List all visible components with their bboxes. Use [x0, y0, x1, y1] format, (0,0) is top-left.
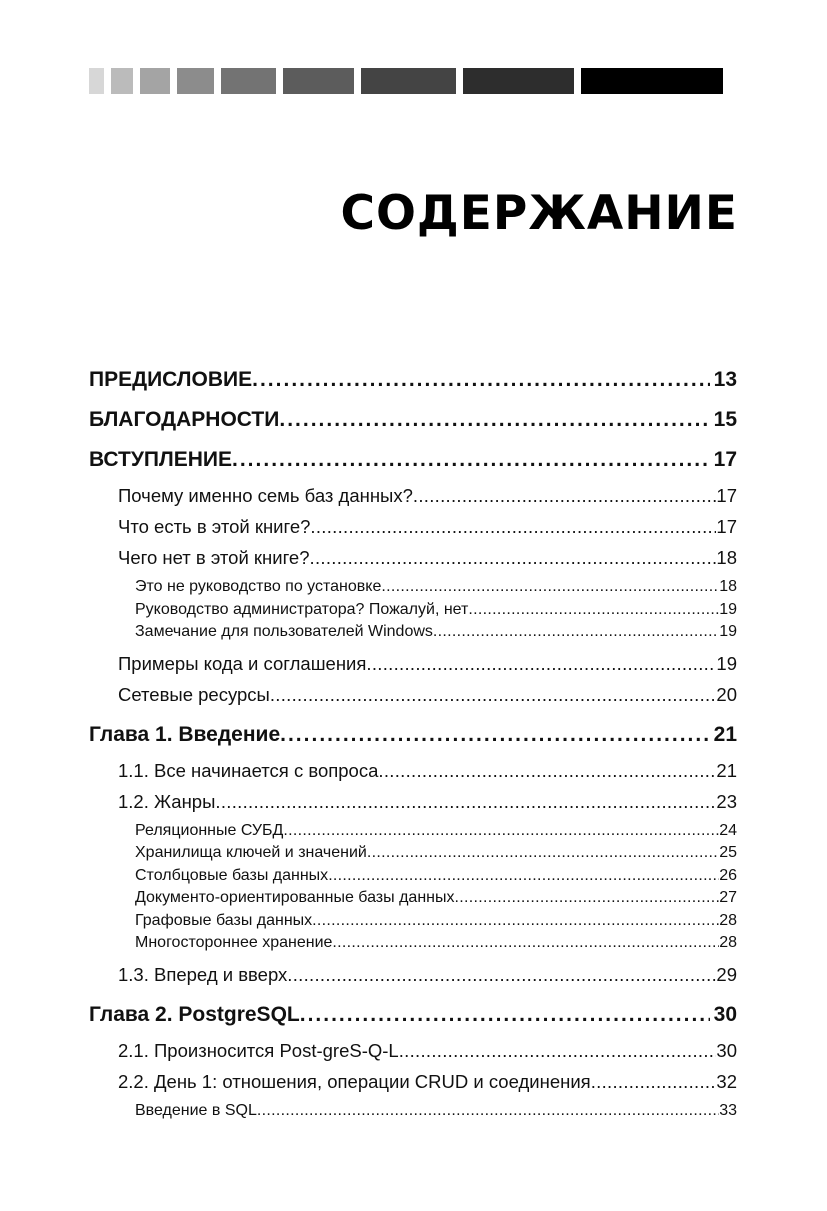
toc-entry-page: 17	[713, 448, 737, 471]
decor-block	[361, 68, 456, 94]
toc-entry[interactable]	[89, 1100, 737, 1123]
toc-entry[interactable]	[89, 599, 737, 622]
toc-entry-title: Столбцовые базы данных	[135, 866, 329, 884]
toc-entry-page: 18	[716, 547, 737, 568]
leader-dots	[283, 820, 719, 843]
toc-entry-page: 20	[716, 683, 737, 705]
toc-entry-page: 28	[719, 934, 737, 951]
leader-dots	[300, 995, 710, 1035]
toc-entry-page: 18	[719, 578, 737, 595]
toc-entry-title: Введение в SQL	[135, 1101, 257, 1119]
leader-dots	[310, 542, 717, 573]
toc-entry[interactable]	[89, 959, 737, 990]
toc-entry[interactable]	[89, 621, 737, 644]
decor-block	[140, 68, 170, 94]
toc-entry[interactable]	[89, 820, 737, 843]
toc-entry-page: 25	[719, 844, 737, 861]
toc-entry-page: 23	[716, 790, 737, 812]
toc-entry[interactable]	[89, 755, 737, 786]
leader-dots	[232, 440, 710, 480]
page-title: СОДЕРЖАНИЕ	[340, 186, 738, 241]
toc-entry-title: Почему именно семь баз данных?	[118, 485, 413, 506]
leader-dots	[367, 842, 719, 865]
toc-entry-title: ВСТУПЛЕНИЕ	[89, 448, 233, 471]
toc-entry[interactable]	[89, 865, 737, 888]
leader-dots	[287, 959, 716, 990]
toc-entry-page: 26	[719, 866, 737, 884]
toc-entry-page: 13	[713, 368, 737, 391]
toc-entry-title: Чего нет в этой книге?	[118, 547, 310, 568]
toc-entry-page: 28	[719, 911, 737, 929]
toc-entry[interactable]	[89, 1035, 737, 1066]
toc-entry[interactable]	[89, 1066, 737, 1097]
leader-dots	[399, 1035, 717, 1066]
toc-entry-page: 19	[719, 600, 737, 618]
leader-dots	[366, 648, 716, 679]
leader-dots	[381, 576, 719, 599]
decor-block	[177, 68, 214, 94]
leader-dots	[433, 621, 719, 644]
leader-dots	[257, 1100, 719, 1123]
toc-entry[interactable]	[89, 679, 737, 710]
leader-dots	[332, 932, 719, 955]
toc-entry-page: 29	[716, 963, 737, 985]
leader-dots	[468, 599, 719, 622]
decor-block	[111, 68, 133, 94]
toc-entry[interactable]	[89, 910, 737, 933]
toc-entry[interactable]	[89, 887, 737, 910]
leader-dots	[310, 511, 716, 542]
toc-entry-title: Хранилища ключей и значений	[135, 844, 367, 861]
toc-entry[interactable]	[89, 932, 737, 955]
leader-dots	[215, 786, 716, 817]
toc-entry-title: Руководство администратора? Пожалуй, нет	[135, 600, 469, 618]
leader-dots	[280, 715, 710, 755]
toc-entry-title: 2.2. День 1: отношения, операции CRUD и соединения	[118, 1070, 591, 1092]
table-of-contents	[89, 360, 737, 1122]
toc-entry-title: Это не руководство по установке	[135, 578, 382, 595]
toc-entry-title: Примеры кода и соглашения	[118, 652, 367, 674]
toc-entry-page: 24	[719, 821, 737, 839]
toc-entry-title: 1.3. Вперед и вверх	[118, 963, 288, 985]
toc-entry-title: Замечание для пользователей Windows	[135, 623, 433, 640]
toc-entry-acknowledgements[interactable]	[89, 400, 737, 440]
leader-dots	[455, 887, 720, 910]
toc-entry-title: Что есть в этой книге?	[118, 516, 311, 537]
toc-entry-title: 1.2. Жанры	[118, 790, 216, 812]
decor-block	[221, 68, 276, 94]
toc-entry-title: 1.1. Все начинается с вопроса	[118, 759, 379, 781]
toc-entry-title: Документо-ориентированные базы данных	[135, 889, 455, 906]
toc-entry-title: Глава 2. PostgreSQL	[89, 1002, 300, 1026]
leader-dots	[413, 480, 717, 511]
leader-dots	[270, 679, 717, 710]
toc-entry-introduction[interactable]	[89, 440, 737, 480]
toc-entry[interactable]	[89, 842, 737, 865]
toc-entry-title: ПРЕДИСЛОВИЕ	[89, 368, 253, 391]
toc-entry[interactable]	[89, 648, 737, 679]
toc-entry-page: 30	[713, 1002, 737, 1026]
leader-dots	[279, 400, 709, 440]
toc-entry-page: 30	[716, 1039, 737, 1061]
toc-entry[interactable]	[89, 542, 737, 573]
toc-entry-page: 17	[716, 516, 737, 537]
toc-entry-title: Глава 1. Введение	[89, 722, 281, 746]
leader-dots	[312, 910, 719, 933]
toc-entry-page: 27	[719, 889, 737, 906]
toc-entry-page: 21	[713, 722, 737, 746]
toc-entry-title: Реляционные СУБД	[135, 821, 284, 839]
toc-entry-page: 32	[716, 1070, 737, 1092]
toc-entry[interactable]	[89, 480, 737, 511]
toc-entry[interactable]	[89, 786, 737, 817]
toc-entry-page: 33	[719, 1101, 737, 1119]
decor-block	[89, 68, 104, 94]
leader-dots	[378, 755, 716, 786]
toc-entry-page: 17	[716, 485, 737, 506]
toc-entry-page: 19	[719, 623, 737, 640]
toc-entry-chapter-2[interactable]	[89, 995, 737, 1035]
toc-entry-title: Многостороннее хранение	[135, 934, 333, 951]
decor-block	[581, 68, 723, 94]
decor-block	[283, 68, 354, 94]
toc-entry-preface[interactable]	[89, 360, 737, 400]
toc-entry[interactable]	[89, 576, 737, 599]
toc-entry-page: 15	[713, 408, 737, 431]
toc-entry-title: Графовые базы данных	[135, 911, 313, 929]
toc-entry-title: БЛАГОДАРНОСТИ	[89, 408, 280, 431]
toc-entry-title: 2.1. Произносится Post-greS-Q-L	[118, 1039, 399, 1061]
toc-entry-page: 19	[716, 652, 737, 674]
header-decor-bar	[89, 68, 723, 94]
leader-dots	[591, 1066, 717, 1097]
leader-dots	[252, 360, 710, 400]
toc-entry-page: 21	[716, 759, 737, 781]
decor-block	[463, 68, 574, 94]
leader-dots	[328, 865, 719, 888]
toc-entry-chapter-1[interactable]	[89, 715, 737, 755]
toc-entry-title: Сетевые ресурсы	[118, 683, 270, 705]
toc-entry[interactable]	[89, 511, 737, 542]
